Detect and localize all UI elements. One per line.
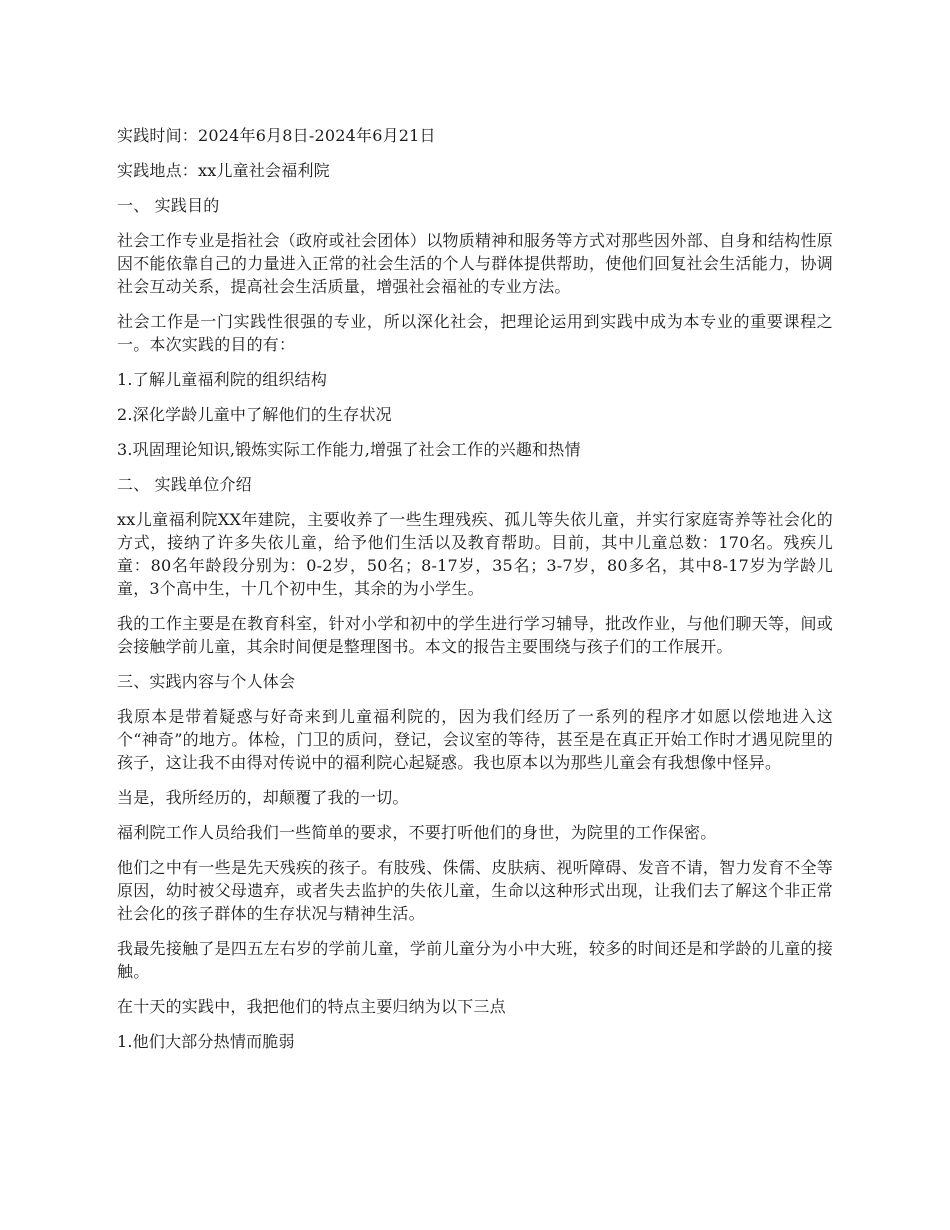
list-item-goal-3: 3.巩固理论知识,锻炼实际工作能力,增强了社会工作的兴趣和热情 — [117, 440, 581, 459]
section-heading-purpose: 一、 实践目的 — [117, 196, 220, 215]
paragraph-my-work: 我的工作主要是在教育科室，针对小学和初中的学生进行学习辅导，批改作业，与他们聊天等，间或会接触学前儿童，其余时间便是整理图书。本文的报告主要围绕与孩子们的工作展开。 — [117, 614, 833, 656]
practice-time: 实践时间：2024年6月8日-2024年6月21日 — [117, 126, 436, 145]
paragraph-practice-goals-intro: 社会工作是一门实践性很强的专业，所以深化社会，把理论运用到实践中成为本专业的重要课程之一。本次实践的目的有： — [117, 312, 833, 354]
paragraph-first-contact: 我最先接触了是四五左右岁的学前儿童，学前儿童分为小中大班，较多的时间还是和学龄的儿童的接触。 — [117, 939, 833, 981]
paragraph-children-conditions: 他们之中有一些是先天残疾的孩子。有肢残、侏儒、皮肤病、视听障碍、发音不请，智力发育不全等原因，幼时被父母遗弃，或者失去监护的失依儿童，生命以这种形式出现，让我们去了解这个非正常社会化的孩子群体的生存状况与精神生活。 — [117, 858, 833, 923]
paragraph-social-work-definition: 社会工作专业是指社会（政府或社会团体）以物质精神和服务等方式对那些因外部、自身和结构性原因不能依靠自己的力量进入正常的社会生活的个人与群体提供帮助，使他们回复社会生活能力，协调社会互动关系，提高社会生活质量，增强社会福祉的专业方法。 — [117, 231, 833, 296]
practice-location: 实践地点：xx儿童社会福利院 — [117, 161, 330, 180]
list-item-goal-1: 1.了解儿童福利院的组织结构 — [117, 370, 328, 389]
list-item-trait-1: 1.他们大部分热情而脆弱 — [117, 1032, 295, 1051]
list-item-goal-2: 2.深化学龄儿童中了解他们的生存状况 — [117, 405, 392, 424]
paragraph-unit-intro: xx儿童福利院XX年建院，主要收养了一些生理残疾、孤儿等失依儿童，并实行家庭寄养等社会化的方式，接纳了许多失依儿童，给予他们生活以及教育帮助。目前，其中儿童总数：170名。残疾儿童：80名年龄段分别为：0-2岁，50名；8-17岁，35名；3-7岁，80多名，其中8-17岁为学龄儿童，3个高中生，十几个初中生，其余的为小学生。 — [117, 510, 833, 598]
paragraph-summary-intro: 在十天的实践中，我把他们的特点主要归纳为以下三点 — [117, 997, 506, 1016]
section-heading-unit: 二、 实践单位介绍 — [117, 475, 252, 494]
paragraph-arrival: 我原本是带着疑惑与好奇来到儿童福利院的，因为我们经历了一系列的程序才如愿以偿地进入这个“神奇”的地方。体检，门卫的质问，登记，会议室的等待，甚至是在真正开始工作时才遇见院里的孩子，这让我不由得对传说中的福利院心起疑惑。我也原本以为那些儿童会有我想像中怪异。 — [117, 707, 833, 772]
document-body — [117, 124, 833, 1065]
paragraph-staff-requirements: 福利院工作人员给我们一些简单的要求，不要打听他们的身世，为院里的工作保密。 — [117, 823, 717, 842]
paragraph-overturned: 当是，我所经历的，却颠覆了我的一切。 — [117, 788, 409, 807]
section-heading-content: 三、实践内容与个人体会 — [117, 672, 296, 691]
